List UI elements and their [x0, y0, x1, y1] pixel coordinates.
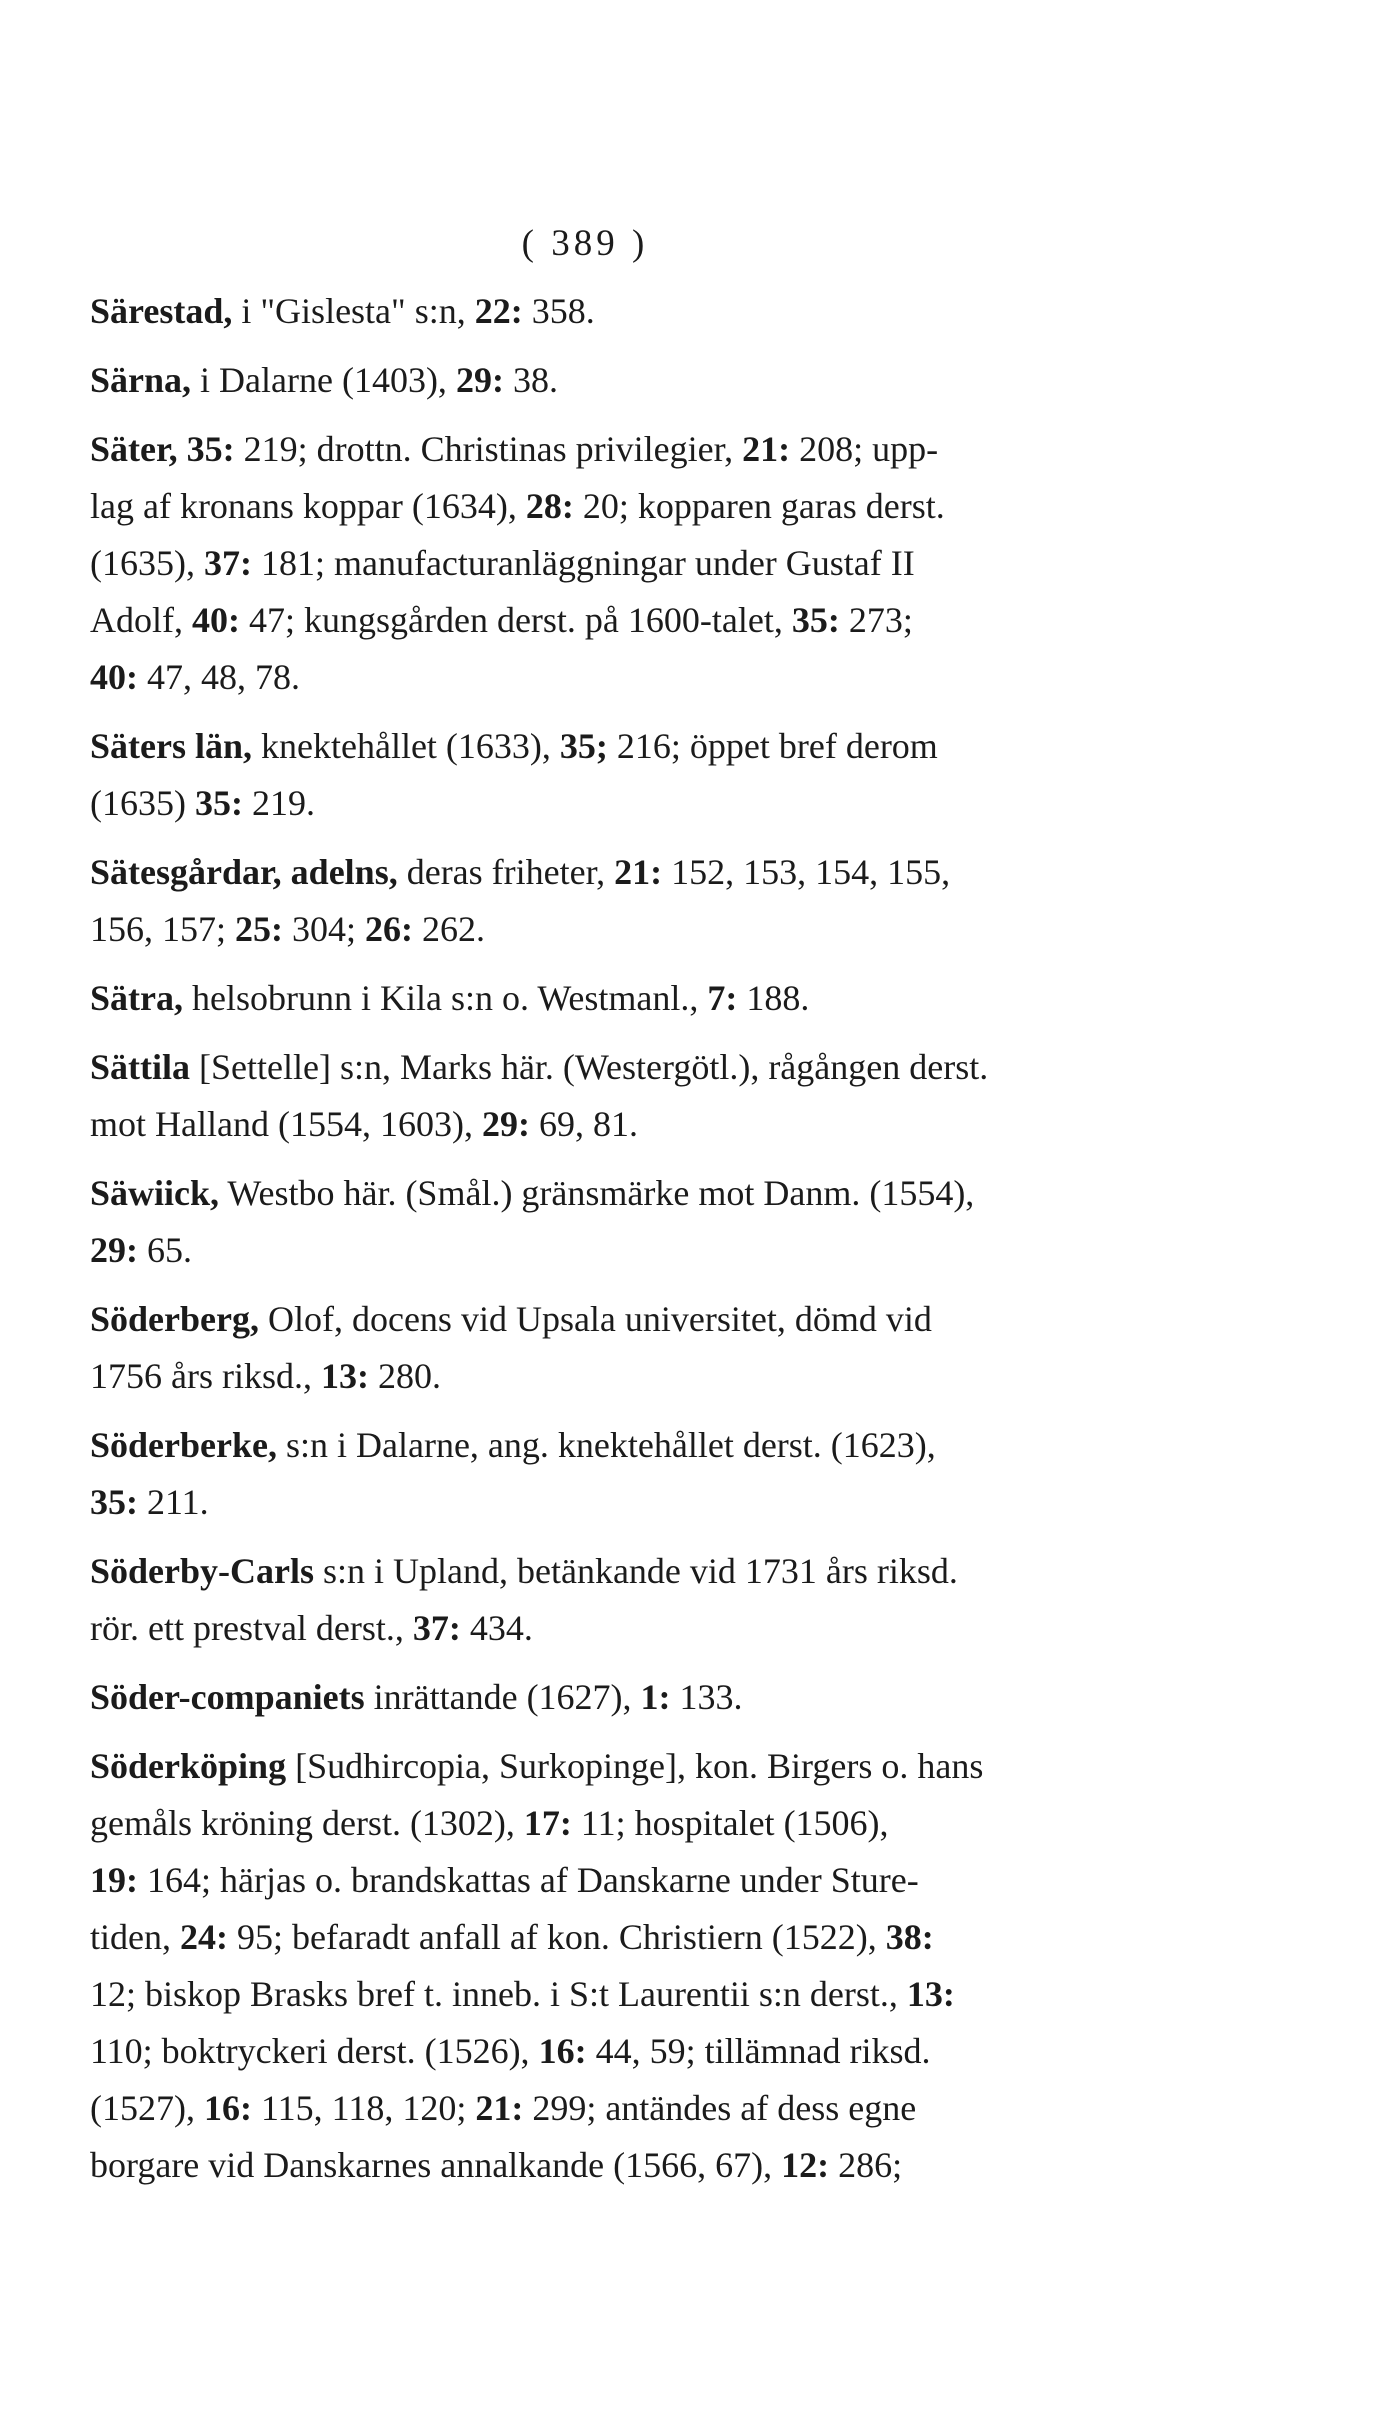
bold-text: 17:	[523, 1803, 572, 1843]
entry-text: 280.	[368, 1356, 441, 1396]
entry-text: 152, 153, 154, 155,	[662, 852, 951, 892]
entry-line	[90, 592, 1170, 649]
bold-text: 13:	[320, 1356, 369, 1396]
entry-line	[90, 970, 1170, 1027]
entry-line	[90, 1096, 1170, 1153]
bold-text: Särestad,	[90, 291, 233, 331]
entry-text: 115, 118, 120;	[251, 2088, 476, 2128]
entry-text: lag af kronans koppar (1634),	[90, 486, 526, 526]
entry-line	[90, 1852, 1170, 1909]
bold-text: 35:	[186, 429, 235, 469]
entry-text: (1635)	[90, 783, 195, 823]
entry-line	[90, 2023, 1170, 2080]
entry-text: 38.	[503, 360, 558, 400]
bold-text: 35:	[194, 783, 243, 823]
entry-line	[90, 283, 1170, 340]
entry-text: 156, 157;	[90, 909, 236, 949]
entry-text	[178, 429, 187, 469]
bold-text: 21:	[742, 429, 791, 469]
entry-text: [Settelle] s:n, Marks här. (Westergötl.), rågången derst.	[190, 1047, 989, 1087]
bold-text: 24:	[179, 1917, 228, 1957]
entry-text: borgare vid Danskarnes annalkande (1566, 67),	[90, 2145, 782, 2185]
index-entry	[90, 1738, 1170, 2194]
entry-line	[90, 1738, 1170, 1795]
bold-text: 38:	[885, 1917, 934, 1957]
entry-text: 304;	[283, 909, 366, 949]
entry-text: 133.	[670, 1677, 743, 1717]
index-entry	[90, 1417, 1170, 1531]
entry-line	[90, 1222, 1170, 1279]
entry-text: 47; kungsgården derst. på 1600-talet,	[240, 600, 792, 640]
index-entry	[90, 1543, 1170, 1657]
entry-line	[90, 1474, 1170, 1531]
bold-text: 16:	[538, 2031, 587, 2071]
entry-text: i Dalarne (1403),	[191, 360, 456, 400]
entry-line	[90, 2080, 1170, 2137]
bold-text: 21:	[475, 2088, 524, 2128]
entry-text: 434.	[460, 1608, 533, 1648]
entry-line	[90, 1543, 1170, 1600]
bold-text: 7:	[707, 978, 738, 1018]
entry-text: helsobrunn i Kila s:n o. Westmanl.,	[183, 978, 708, 1018]
entry-text: mot Halland (1554, 1603),	[90, 1104, 482, 1144]
bold-text: 37:	[203, 543, 252, 583]
index-entry	[90, 1669, 1170, 1726]
index-entry	[90, 718, 1170, 832]
index-entry	[90, 1165, 1170, 1279]
bold-text: 35;	[559, 726, 608, 766]
bold-text: 21:	[614, 852, 663, 892]
bold-text: 35:	[90, 1482, 138, 1522]
entry-text: knektehållet (1633),	[252, 726, 560, 766]
entry-line	[90, 1039, 1170, 1096]
entry-text: i "Gislesta" s:n,	[232, 291, 475, 331]
entry-text: 65.	[138, 1230, 192, 1270]
entry-text: 299; antändes af dess egne	[523, 2088, 917, 2128]
bold-text: 35:	[791, 600, 840, 640]
entry-line	[90, 1348, 1170, 1405]
bold-text: 13:	[906, 1974, 955, 2014]
entry-text: 12; biskop Brasks bref t. inneb. i S:t Laurentii s:n derst.,	[90, 1974, 907, 2014]
bold-text: 40:	[192, 600, 240, 640]
entry-text: [Sudhircopia, Surkopinge], kon. Birgers o. hans	[286, 1746, 984, 1786]
entry-line	[90, 478, 1170, 535]
entry-text: 110; boktryckeri derst. (1526),	[90, 2031, 539, 2071]
entry-line	[90, 1600, 1170, 1657]
entry-text: 358.	[522, 291, 595, 331]
entry-text: 69, 81.	[529, 1104, 638, 1144]
bold-text: Söderberg,	[90, 1299, 259, 1339]
entry-text: 211.	[138, 1482, 209, 1522]
index-entry	[90, 421, 1170, 706]
bold-text: 25:	[235, 909, 284, 949]
bold-text: Särna,	[90, 360, 192, 400]
index-entry	[90, 283, 1170, 340]
bold-text: 28:	[525, 486, 574, 526]
entry-text: 216; öppet bref derom	[607, 726, 938, 766]
index-entry	[90, 352, 1170, 409]
entry-text: 1756 års riksd.,	[90, 1356, 321, 1396]
bold-text: 29:	[455, 360, 504, 400]
bold-text: 40:	[90, 657, 138, 697]
bold-text: 29:	[481, 1104, 530, 1144]
entry-line	[90, 1966, 1170, 2023]
bold-text: 16:	[203, 2088, 252, 2128]
entry-text: rör. ett prestval derst.,	[90, 1608, 413, 1648]
entry-line	[90, 649, 1170, 706]
entry-line	[90, 1417, 1170, 1474]
entry-text: inrättande (1627),	[364, 1677, 641, 1717]
bold-text: 19:	[90, 1860, 138, 1900]
entry-line	[90, 1669, 1170, 1726]
bold-text: 29:	[90, 1230, 138, 1270]
entry-line	[90, 1795, 1170, 1852]
bold-text: 37:	[412, 1608, 461, 1648]
entry-text: 95; befaradt anfall af kon. Christiern (1522),	[227, 1917, 886, 1957]
entry-line	[90, 775, 1170, 832]
bold-text: Sätesgårdar, adelns,	[90, 852, 398, 892]
index-entry	[90, 970, 1170, 1027]
entry-text: 208; upp-	[790, 429, 939, 469]
index-text	[90, 283, 1170, 2206]
entry-text: 11; hospitalet (1506),	[571, 1803, 889, 1843]
entry-text: 219; drottn. Christinas privilegier,	[234, 429, 743, 469]
entry-line	[90, 844, 1170, 901]
entry-line	[90, 535, 1170, 592]
entry-text: 164; härjas o. brandskattas af Danskarne under Sture-	[138, 1860, 919, 1900]
entry-text: gemåls kröning derst. (1302),	[90, 1803, 524, 1843]
bold-text: Säwiick,	[90, 1173, 220, 1213]
entry-text: 262.	[413, 909, 486, 949]
entry-line	[90, 352, 1170, 409]
bold-text: Söder-companiets	[90, 1677, 365, 1717]
bold-text: 26:	[365, 909, 414, 949]
bold-text: Söderberke,	[90, 1425, 277, 1465]
index-entry	[90, 1291, 1170, 1405]
index-entry	[90, 1039, 1170, 1153]
entry-line	[90, 421, 1170, 478]
entry-text: 44, 59; tillämnad riksd.	[586, 2031, 931, 2071]
entry-text: 20; kopparen garas derst.	[573, 486, 945, 526]
index-entry	[90, 844, 1170, 958]
entry-text: 181; manufacturanläggningar under Gustaf II	[251, 543, 915, 583]
bold-text: Söderköping	[90, 1746, 287, 1786]
entry-text: (1527),	[90, 2088, 204, 2128]
entry-text: s:n i Upland, betänkande vid 1731 års riksd.	[314, 1551, 958, 1591]
entry-text: Adolf,	[90, 600, 192, 640]
bold-text: 22:	[474, 291, 523, 331]
entry-text: 219.	[242, 783, 315, 823]
entry-text: deras friheter,	[397, 852, 615, 892]
entry-line	[90, 1909, 1170, 1966]
entry-text: 273;	[839, 600, 913, 640]
page-number: ( 389 )	[521, 223, 649, 264]
entry-text: 286;	[829, 2145, 903, 2185]
entry-text: Olof, docens vid Upsala universitet, dömd vid	[258, 1299, 932, 1339]
entry-line	[90, 2137, 1170, 2194]
entry-line	[90, 718, 1170, 775]
entry-text: tiden,	[90, 1917, 180, 1957]
bold-text: Säter,	[90, 429, 178, 469]
bold-text: 1:	[640, 1677, 671, 1717]
entry-line	[90, 901, 1170, 958]
entry-text: Westbo här. (Smål.) gränsmärke mot Danm. (1554),	[219, 1173, 975, 1213]
bold-text: Sätra,	[90, 978, 183, 1018]
bold-text: 12:	[781, 2145, 830, 2185]
bold-text: Säters län,	[90, 726, 252, 766]
entry-text: (1635),	[90, 543, 204, 583]
entry-text: 188.	[737, 978, 810, 1018]
entry-text: 47, 48, 78.	[138, 657, 300, 697]
entry-text: s:n i Dalarne, ang. knektehållet derst. (1623),	[276, 1425, 936, 1465]
bold-text: Sättila	[90, 1047, 191, 1087]
bold-text: Söderby-Carls	[90, 1551, 314, 1591]
entry-line	[90, 1291, 1170, 1348]
entry-line	[90, 1165, 1170, 1222]
